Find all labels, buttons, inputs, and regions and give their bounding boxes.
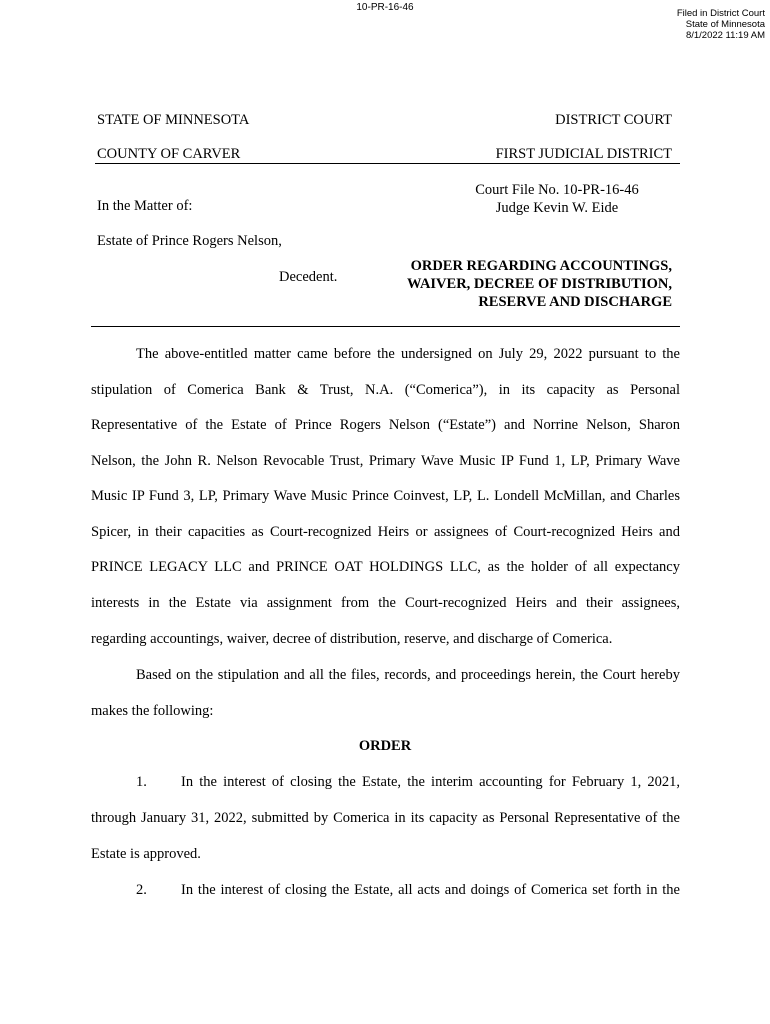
caption-county: COUNTY OF CARVER (97, 146, 241, 162)
court-file-number: Court File No. 10-PR-16-46 (475, 182, 639, 198)
body-line: The above-entitled matter came before the undersigned on July 29, 2022 pursuant to the (136, 346, 680, 362)
body-line: In the interest of closing the Estate, the interim accounting for February 1, 2021, (181, 774, 680, 790)
caption-court: DISTRICT COURT (555, 112, 672, 128)
judge-name: Judge Kevin W. Eide (495, 200, 619, 216)
body-line: Representative of the Estate of Prince Rogers Nelson (“Estate”) and Norrine Nelson, Sharon (91, 417, 680, 433)
body-line: Estate is approved. (91, 846, 201, 862)
estate-name: Estate of Prince Rogers Nelson, (97, 233, 282, 249)
body-line: Spicer, in their capacities as Court-recognized Heirs or assignees of Court-recognized Heirs and (91, 524, 680, 540)
body-line: In the interest of closing the Estate, all acts and doings of Comerica set forth in the (181, 882, 680, 898)
item-number: 1. (136, 774, 147, 790)
section-divider (91, 326, 680, 327)
body-line: makes the following: (91, 703, 214, 719)
body-line: Based on the stipulation and all the files, records, and proceedings herein, the Court hereby (136, 667, 680, 683)
body-line: Nelson, the John R. Nelson Revocable Trust, Primary Wave Music IP Fund 1, LP, Primary Wave (91, 453, 680, 469)
matter-label: In the Matter of: (97, 198, 193, 214)
caption-divider (95, 163, 680, 164)
body-line: interests in the Estate via assignment from the Court-recognized Heirs and their assignees, (91, 595, 680, 611)
filing-stamp-line: 8/1/2022 11:19 AM (685, 30, 765, 41)
filing-stamp-line: State of Minnesota (685, 19, 765, 30)
file-code: 10-PR-16-46 (356, 2, 414, 13)
body-line: stipulation of Comerica Bank & Trust, N.A. (“Comerica”), in its capacity as Personal (91, 382, 680, 398)
order-title-line: RESERVE AND DISCHARGE (478, 294, 672, 310)
decedent-label: Decedent. (279, 269, 338, 285)
body-line: through January 31, 2022, submitted by Comerica in its capacity as Personal Representative of the (91, 810, 680, 826)
body-line: regarding accountings, waiver, decree of distribution, reserve, and discharge of Comerica. (91, 631, 613, 647)
body-line: PRINCE LEGACY LLC and PRINCE OAT HOLDINGS LLC, as the holder of all expectancy (91, 559, 680, 575)
filing-stamp-line: Filed in District Court (676, 8, 765, 19)
caption-district: FIRST JUDICIAL DISTRICT (495, 146, 672, 162)
item-number: 2. (136, 882, 147, 898)
order-title-line: WAIVER, DECREE OF DISTRIBUTION, (407, 276, 672, 292)
filing-stamp (677, 8, 765, 41)
body-line: Music IP Fund 3, LP, Primary Wave Music Prince Coinvest, LP, L. Londell McMillan, and Charles (91, 488, 680, 504)
order-title-line: ORDER REGARDING ACCOUNTINGS, (410, 258, 672, 274)
caption-state: STATE OF MINNESOTA (97, 112, 250, 128)
order-heading: ORDER (358, 738, 412, 754)
